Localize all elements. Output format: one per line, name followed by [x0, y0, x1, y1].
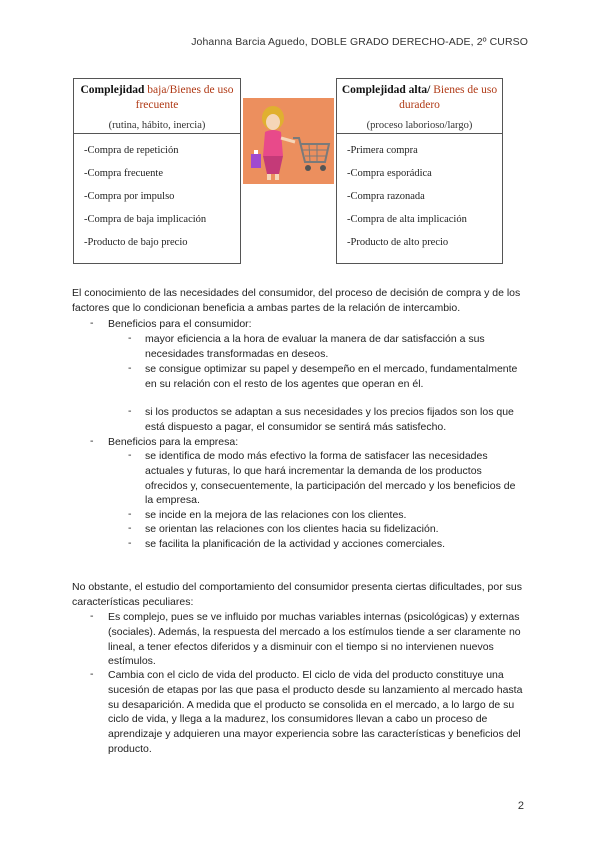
intro-paragraph: El conocimiento de las necesidades del consumidor, del proceso de decisión de compra y de los factores que lo condicionan beneficia a ambas partes de la relación de intercambio.: [72, 287, 521, 314]
bullet-dash: -: [90, 610, 94, 622]
list-item: -Compra razonada: [347, 191, 425, 202]
list-item: Es complejo, pues se ve influido por muchas variables internas (psicológicas) y externas (sociales). Además, la respuesta del mercado a los estímulos tiende a ser claramente no lineal, a tener efectos diferidos y a disminuir con el tiempo si no intervienen nuevos estímulos.: [108, 611, 521, 668]
bullet-dash: -: [90, 668, 94, 680]
bullet-dash: -: [128, 449, 132, 461]
high-complexity-box: [336, 78, 503, 264]
bullet-dash: -: [128, 537, 132, 549]
company-benefits-label: Beneficios para la empresa:: [108, 436, 239, 448]
list-item: -Primera compra: [347, 145, 418, 156]
high-complexity-header: [337, 79, 502, 134]
list-item: -Compra de alta implicación: [347, 214, 467, 225]
list-item: se facilita la planificación de la actividad y acciones comerciales.: [145, 538, 445, 550]
list-item: si los productos se adaptan a sus necesidades y los precios fijados son los que está dispuesto a pagar, el consumidor se sentirá más satisfecho.: [145, 406, 514, 433]
low-complexity-header: [74, 79, 240, 134]
consumer-benefits-label: Beneficios para el consumidor:: [108, 318, 252, 330]
low-complexity-title: Complejidad baja/Bienes de uso frecuente: [80, 84, 234, 111]
list-item: -Compra frecuente: [84, 168, 164, 179]
page-number: 2: [517, 800, 524, 812]
list-item: se incide en la mejora de las relaciones con los clientes.: [145, 509, 407, 521]
list-item: -Compra de repetición: [84, 145, 179, 156]
list-item: -Producto de alto precio: [347, 237, 449, 248]
bullet-dash: -: [90, 317, 94, 329]
high-complexity-title: Complejidad alta/ Bienes de uso duradero: [341, 84, 498, 111]
shopping-cart-icon: [243, 98, 334, 184]
list-item: -Compra por impulso: [84, 191, 175, 202]
page-header: Johanna Barcia Aguedo, DOBLE GRADO DERECHO-ADE, 2º CURSO: [191, 36, 528, 48]
bullet-dash: -: [128, 332, 132, 344]
bullet-dash: -: [128, 405, 132, 417]
list-item: -Compra esporádica: [347, 168, 432, 179]
high-complexity-subtitle: (proceso laborioso/largo): [366, 120, 473, 131]
list-item: -Producto de bajo precio: [84, 237, 188, 248]
list-item: se consigue optimizar su papel y desempeño en el mercado, fundamentalmente en su relación con el resto de los agentes que operan en él.: [145, 363, 518, 390]
list-item: -Compra de baja implicación: [84, 214, 207, 225]
list-item: se identifica de modo más efectivo la forma de satisfacer las necesidades actuales y futuras, lo que hará incrementar la demanda de los productos ofrecidos y, consecuentemente, la participación del mercado y los beneficios de la empresa.: [145, 450, 516, 507]
high-complexity-list: [337, 134, 502, 254]
list-item: Cambia con el ciclo de vida del producto. El ciclo de vida del producto constituye una sucesión de etapas por las que pasa el producto desde su lanzamiento al mercado hasta su desaparición. A medida que el producto se consolida en el mercado, a lo largo de su ciclo de vida, y llega a la madurez, los consumidores llevan a cabo un proceso de aprendizaje y adquieren una mayor experiencia sobre las características y beneficios del producto.: [108, 669, 523, 755]
list-item: mayor eficiencia a la hora de evaluar la manera de dar satisfacción a sus necesidades transformadas en deseos.: [145, 333, 485, 360]
bullet-dash: -: [90, 435, 94, 447]
low-complexity-list: [74, 134, 240, 254]
low-complexity-subtitle: (rutina, hábito, inercia): [108, 120, 206, 131]
bullet-dash: -: [128, 508, 132, 520]
list-item: se orientan las relaciones con los clientes hacia su fidelización.: [145, 523, 439, 535]
difficulties-paragraph: No obstante, el estudio del comportamiento del consumidor presenta ciertas dificultades, por sus características peculiares:: [72, 581, 522, 608]
bullet-dash: -: [128, 362, 132, 374]
bullet-dash: -: [128, 522, 132, 534]
shopping-woman-illustration: [243, 98, 334, 184]
low-complexity-box: [73, 78, 241, 264]
